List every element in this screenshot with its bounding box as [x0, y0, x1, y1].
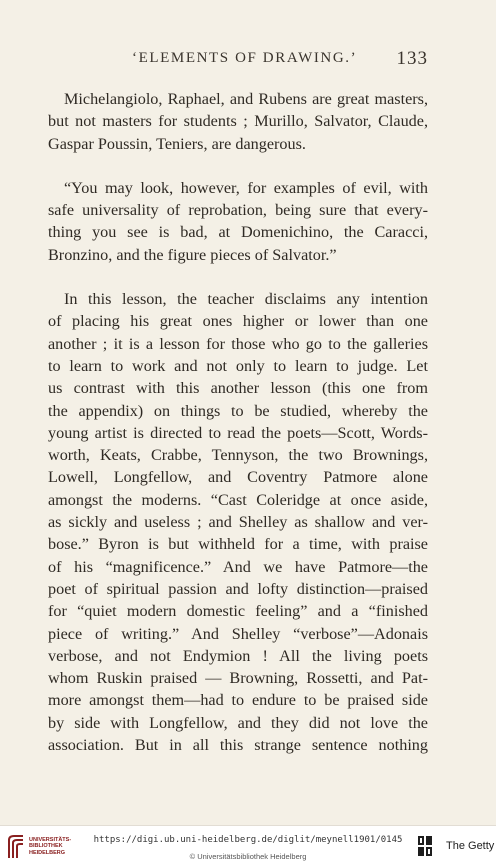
- text-line: thing you see is bad, at Domenichino, the Caracci,: [48, 223, 428, 242]
- permalink-url[interactable]: https://digi.ub.uni-heidelberg.de/diglit/meynell1901/0145: [93, 835, 403, 845]
- body-text: [48, 88, 428, 756]
- text-line: verbose, and not Endymion ! All the living poets: [48, 646, 428, 665]
- university-name-line: BIBLIOTHEK: [29, 843, 63, 850]
- text-line: Bronzino, and the figure pieces of Salvator.”: [48, 245, 337, 264]
- text-line: “You may look, however, for examples of evil, with: [64, 178, 428, 197]
- text-line: bose.” Byron is but withheld for a time, with praise: [48, 535, 428, 554]
- text-line: more amongst them—had to endure to be praised side: [48, 691, 428, 710]
- text-line: to learn to work and not only to learn to judge. Let: [48, 356, 428, 375]
- viewer-footer: [0, 825, 496, 866]
- university-name-line: HEIDELBERG: [29, 849, 66, 856]
- page-number: 133: [396, 48, 428, 69]
- text-line: for “quiet modern domestic feeling” and a “finished: [48, 602, 428, 621]
- text-line: association. But in all this strange sentence nothing: [48, 736, 428, 755]
- text-line: amongst the moderns. “Cast Coleridge at once aside,: [48, 490, 428, 509]
- text-line: In this lesson, the teacher disclaims any intention: [64, 290, 428, 309]
- text-line: piece of writing.” And Shelley “verbose”—Adonais: [48, 624, 428, 643]
- university-name-line: UNIVERSITÄTS-: [29, 837, 72, 843]
- text-line: by side with Longfellow, and they did not love the: [48, 713, 428, 732]
- text-line: Gaspar Poussin, Teniers, are dangerous.: [48, 134, 306, 153]
- text-line: of his “magnificence.” And we have Patmore—the: [48, 557, 428, 576]
- text-line: safe universality of reprobation, being sure that every-: [48, 201, 428, 220]
- page-header: [48, 50, 428, 74]
- text-line: poet of spiritual passion and lofty distinction—praised: [48, 579, 428, 598]
- text-line: worth, Keats, Crabbe, Tennyson, the two Brownings,: [48, 446, 428, 465]
- text-line: whom Ruskin praised — Browning, Rossetti, and Pat-: [48, 669, 428, 688]
- copyright-notice: © Universitätsbibliothek Heidelberg: [189, 852, 307, 861]
- text-line: young artist is directed to read the poets—Scott, Words-: [48, 423, 428, 442]
- text-line: the appendix) on things to be studied, whereby the: [48, 401, 428, 420]
- running-title: ‘ELEMENTS OF DRAWING.’: [132, 50, 358, 66]
- text-line: Michelangiolo, Raphael, and Rubens are great masters,: [64, 90, 428, 108]
- text-line: but not masters for students ; Murillo, Salvator, Claude,: [48, 112, 428, 131]
- text-line: as sickly and useless ; and Shelley as shallow and ver-: [48, 513, 428, 532]
- getty-label: The Getty: [446, 840, 495, 852]
- text-line: another ; it is a lesson for those who go to the galleries: [48, 334, 428, 353]
- text-line: Lowell, Longfellow, and Coventry Patmore alone: [48, 468, 428, 487]
- getty-logo-icon: [417, 835, 433, 857]
- text-line: us contrast with this another lesson (this one from: [48, 379, 428, 398]
- text-line: of placing his great ones higher or lower than one: [48, 312, 428, 331]
